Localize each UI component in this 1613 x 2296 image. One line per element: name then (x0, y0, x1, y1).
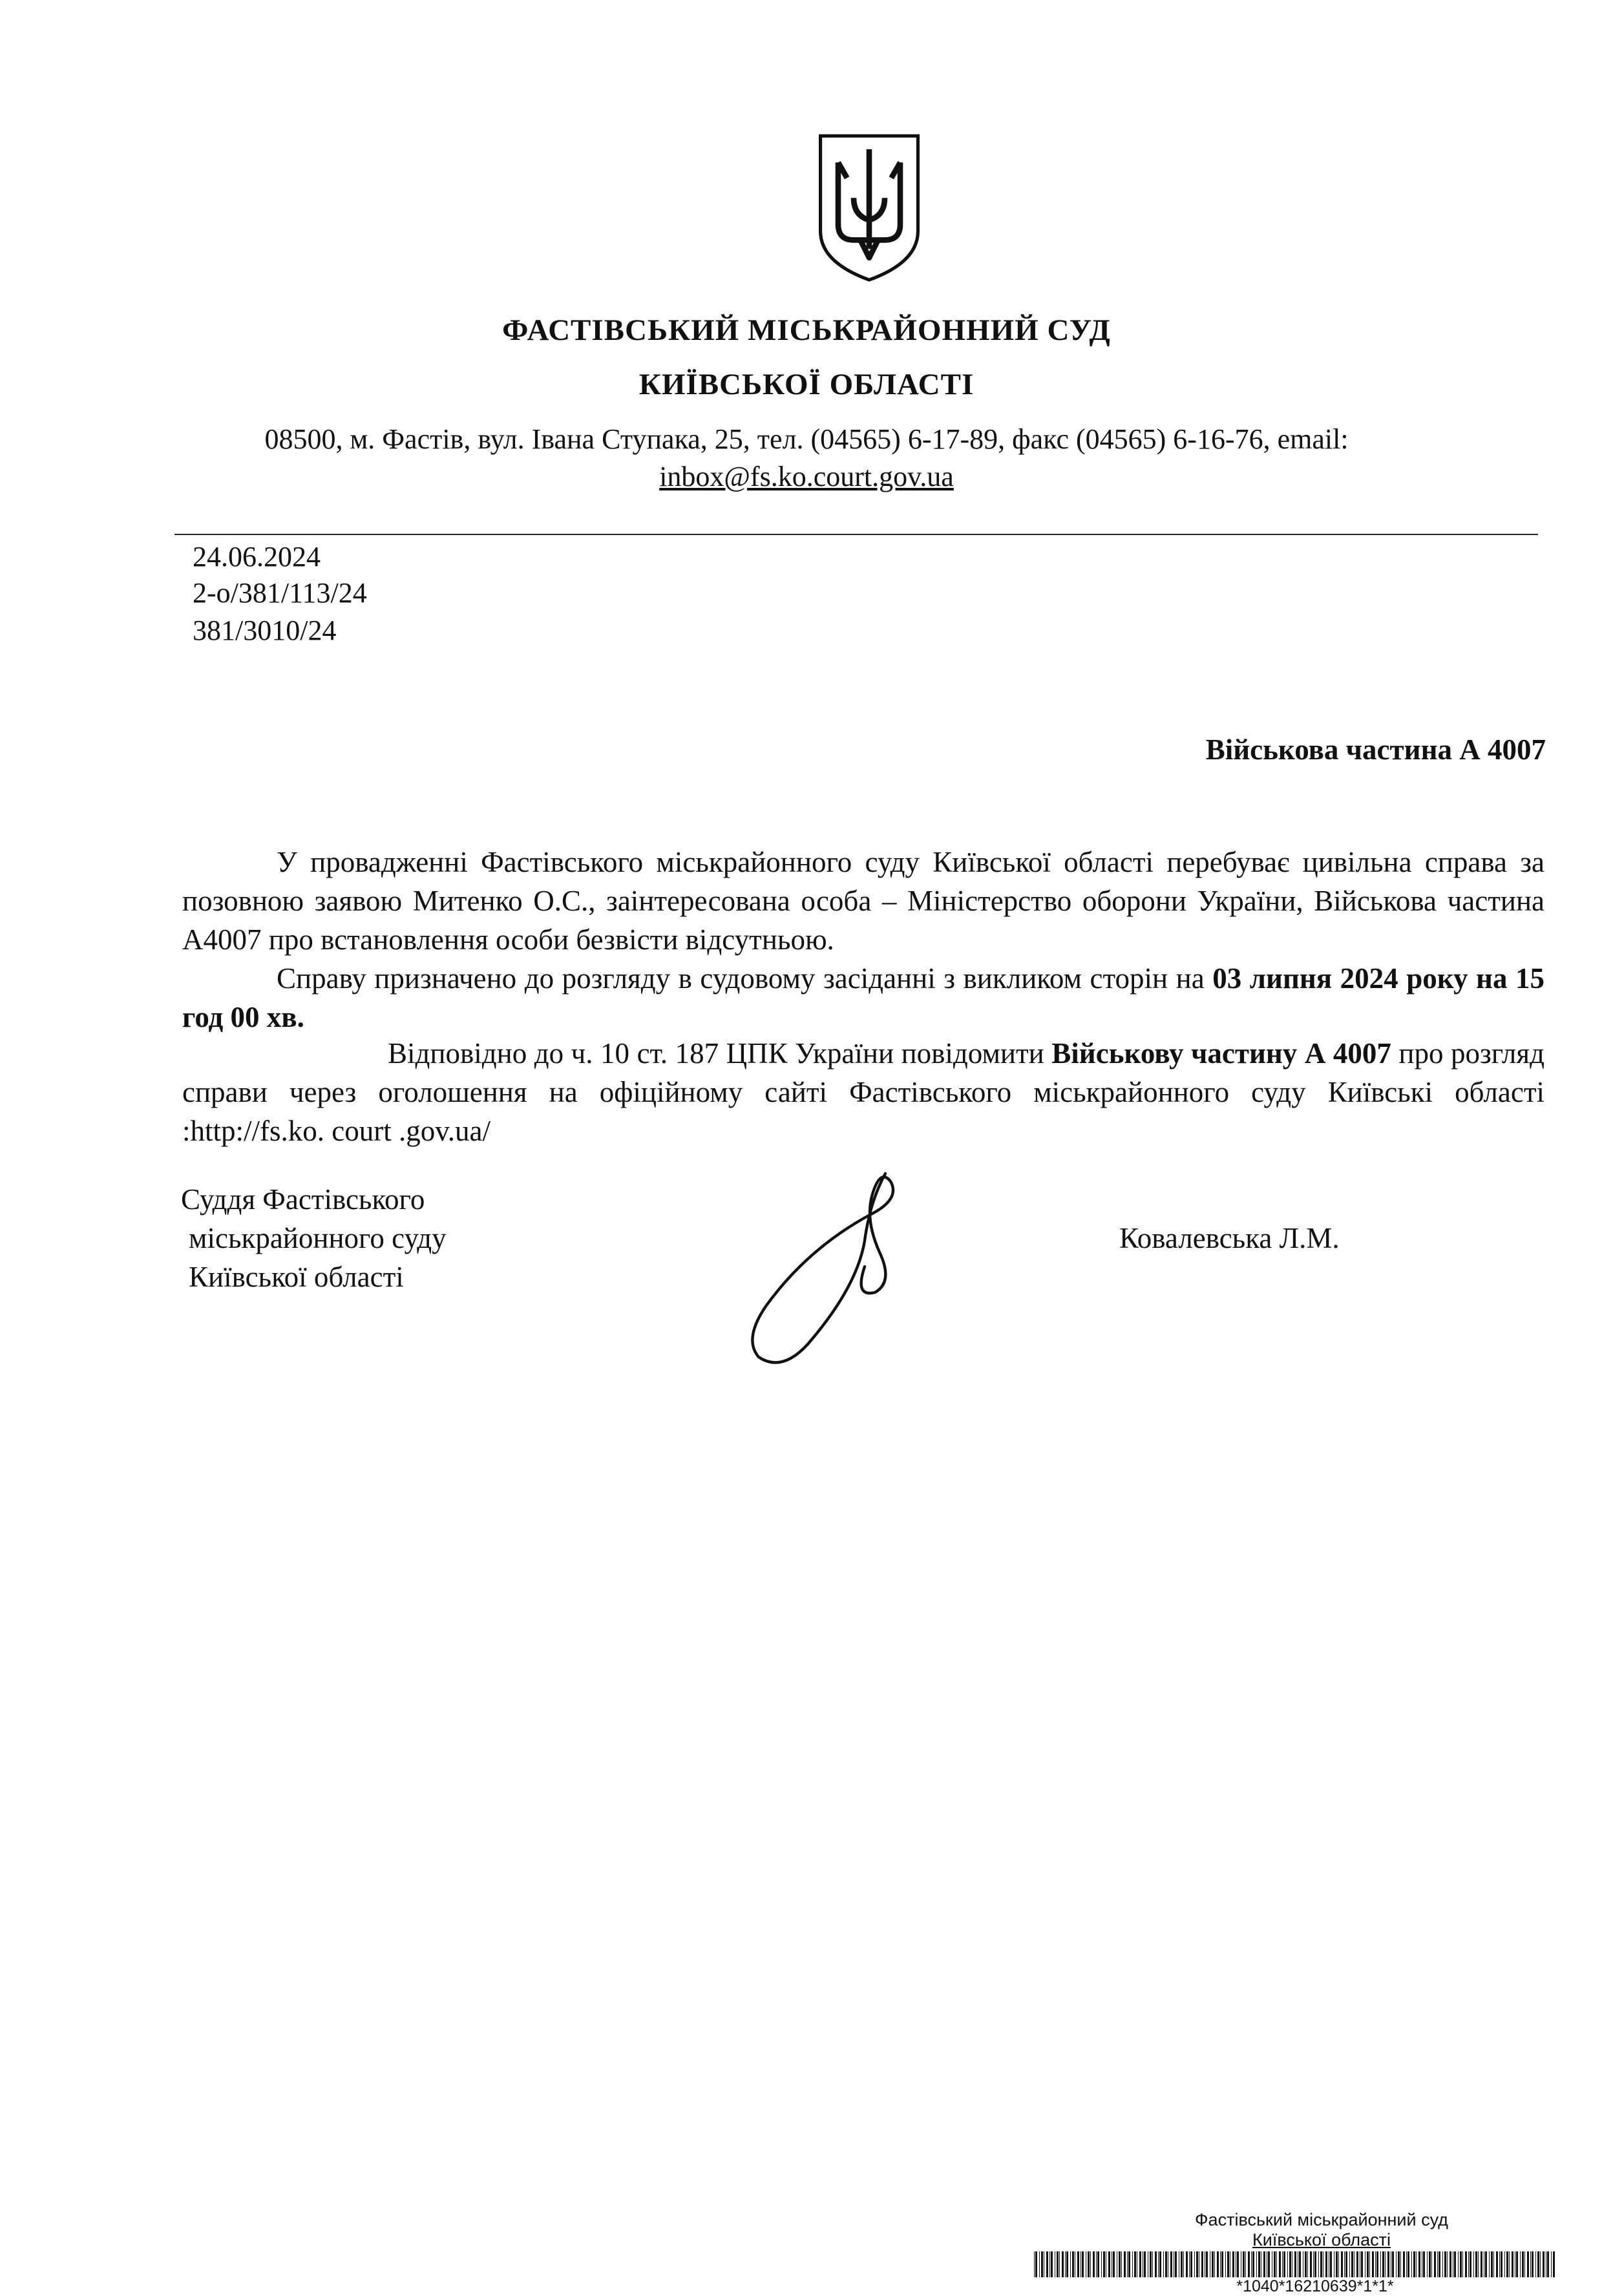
notice-text-b: про розгляд справи через оголошення на офіційному сайті Фастівського міськрайонного суду Київські області :http://fs.ko. court .gov.ua/ (182, 1037, 1544, 1147)
court-name-heading: ФАСТІВСЬКИЙ МІСЬКРАЙОННИЙ СУД (502, 313, 1111, 347)
barcode-icon (1034, 2251, 1557, 2277)
stamp-court-region: Київської області (1252, 2230, 1391, 2249)
judge-title-line-1: Суддя Фастівського (181, 1183, 425, 1216)
court-address: 08500, м. Фастів, вул. Івана Ступака, 25, тел. (04565) 6-17-89, факс (04565) 6-16-76, email: (264, 423, 1349, 455)
header-divider (174, 534, 1538, 535)
body-paragraph-3 (182, 1034, 1544, 1150)
body-paragraph-1: У провадженні Фастівського міськрайонного суду Київської області перебуває цивільна справа за позовною заявою Митенко О.С., заінтересована особа – Міністерство оборони України, Військова частина А4007 про встановлення особи безвісти відсутньою. (182, 846, 1544, 956)
handwritten-signature-icon (730, 1163, 937, 1383)
hearing-text: Справу призначено до розгляду в судовому засіданні з викликом сторін на (277, 962, 1213, 995)
registry-stamp (1034, 2210, 1557, 2296)
recipient: Військова частина А 4007 (1205, 733, 1546, 766)
judge-name: Ковалевська Л.М. (1119, 1222, 1340, 1254)
document-date: 24.06.2024 (193, 541, 321, 573)
notice-recipient: Військову частину А 4007 (1051, 1037, 1391, 1069)
trident-coat-of-arms-icon (813, 129, 925, 284)
barcode-number: *1040*16210639*1*1* (1236, 2277, 1394, 2295)
case-number: 381/3010/24 (193, 615, 337, 646)
court-email-link[interactable]: inbox@fs.ko.court.gov.ua (659, 461, 954, 492)
judge-title-line-2: міськрайонного суду (189, 1222, 447, 1254)
hearing-datetime: 03 липня 2024 року на 15 год 00 хв. (182, 962, 1545, 1033)
body-paragraph-2 (182, 959, 1544, 1037)
court-region-heading: КИЇВСЬКОЇ ОБЛАСТІ (638, 368, 975, 401)
outgoing-number: 2-о/381/113/24 (193, 577, 367, 609)
judge-title-line-3: Київської області (189, 1261, 404, 1293)
stamp-court-name: Фастівський міськрайонний суд (1195, 2210, 1448, 2229)
notice-text-a: Відповідно до ч. 10 ст. 187 ЦПК України повідомити (388, 1037, 1052, 1069)
